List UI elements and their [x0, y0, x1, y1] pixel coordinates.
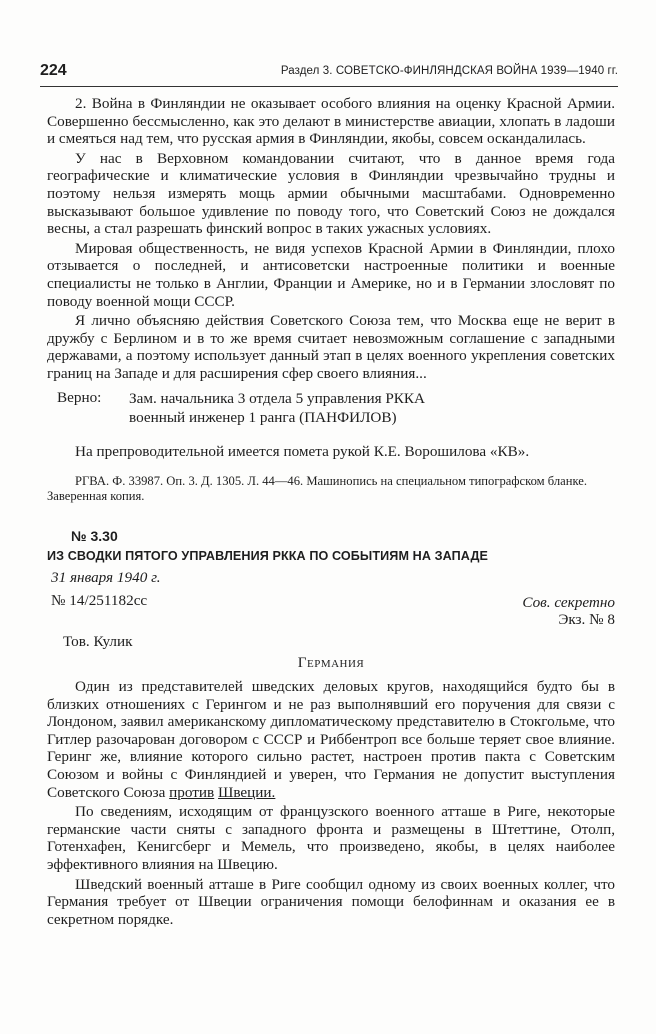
- body-paragraph-4: Я лично объясняю действия Советского Союза тем, что Москва еще не верит в дружбу с Берлином и в то же время считает невозможным соглашение с западными державами, а поэтому использует данный этап в целях военного укрепления советских границ на Западе и для расширения сфер своего влияния...: [47, 312, 615, 382]
- document-reference: № 14/251182сс: [51, 592, 148, 610]
- copy-number: Экз. № 8: [558, 611, 615, 629]
- document-date: 31 января 1940 г.: [51, 568, 161, 586]
- body-paragraph-3: Мировая общественность, не видя успехов Красной Армии в Финляндии, плохо отзывается о последней, и антисоветски настроенные политики и военные специалисты не только в Англии, Франции и Америке, но и в Германии злословят по поводу военной мощи СССР.: [47, 239, 615, 310]
- annotation-note: На препроводительной имеется помета рукой К.Е. Ворошилова «КВ».: [75, 442, 530, 460]
- report-paragraph-3: Шведский военный атташе в Риге сообщил одному из своих военных коллег, что Германия требует от Швеции ограничения помощи белофиннам и оказания ее в секретном порядке.: [47, 875, 615, 928]
- addressee: Тов. Кулик: [63, 632, 133, 650]
- running-head: Раздел 3. СОВЕТСКО-ФИНЛЯНДСКАЯ ВОЙНА 1939—1940 гг.: [280, 65, 618, 77]
- verification-block: [47, 389, 615, 427]
- body-paragraph-1: 2. Война в Финляндии не оказывает особого влияния на оценку Красной Армии. Совершенно бессмысленно, как это делают в министерстве авиации, хлопать в ладоши и смеяться над тем, что русская армия в Финляндии, якобы, совсем оскандалилась.: [47, 95, 615, 148]
- underlined-word: против: [169, 783, 215, 801]
- report-paragraph-1-text: Один из представителей шведских деловых кругов, находящийся будто бы в близких отношениях с Герингом и не раз выполнявший его поручения для связи с Лондоном, заявил американскому дипломатическому представителю в Стокгольме, что Гитлер разочарован договором с СССР и Риббентроп все больше теряет свое влияние. Геринг же, влияние которого сильно растет, настроен против пакта с Советским Союзом и войны с Финляндией и уверен, что Германия не допустит выступления Советского Союза: [47, 678, 615, 801]
- report-paragraph-1: [47, 678, 615, 801]
- document-title: ИЗ СВОДКИ ПЯТОГО УПРАВЛЕНИЯ РККА ПО СОБЫТИЯМ НА ЗАПАДЕ: [47, 548, 489, 563]
- verification-line-1: Зам. начальника 3 отдела 5 управления РККА: [129, 389, 426, 407]
- page-number: 224: [40, 62, 67, 79]
- archive-reference: РГВА. Ф. 33987. Оп. 3. Д. 1305. Л. 44—46. Машинопись на специальном типографском бланке. Заверенная копия.: [47, 474, 588, 504]
- section-heading: Германия: [297, 654, 365, 672]
- document-ref-row: [47, 592, 615, 612]
- body-paragraph-2: У нас в Верховном командовании считают, что в данное время года географические и климатические условия в Финляндии чрезвычайно трудны и поэтому нельзя измерять мощь армии обычными масштабами. Одновременно высказывают большое удивление по поводу того, что Советский Союз не дождался весны, а стал разрешать финский вопрос в таких ужасных условиях.: [47, 149, 615, 238]
- document-number: № 3.30: [71, 528, 118, 545]
- verification-signatory: [129, 389, 425, 427]
- verification-line-2: военный инженер 1 ранга (ПАНФИЛОВ): [129, 408, 397, 426]
- underlined-word-2: Швеции.: [218, 783, 276, 801]
- page-header: [40, 62, 618, 84]
- secrecy-stamp: Сов. секретно: [522, 594, 615, 612]
- verification-label: Верно:: [57, 388, 102, 406]
- page-content: [47, 95, 615, 928]
- header-rule: [40, 86, 618, 87]
- report-paragraph-2: По сведениям, исходящим от французского военного атташе в Риге, некоторые германские части сняты с западного фронта и размещены в Штеттине, Отолп, Готенхафен, Кенигсберг и Мемель, что произведено, якобы, в целях наиболее эффективного влияния на Швецию.: [47, 803, 615, 873]
